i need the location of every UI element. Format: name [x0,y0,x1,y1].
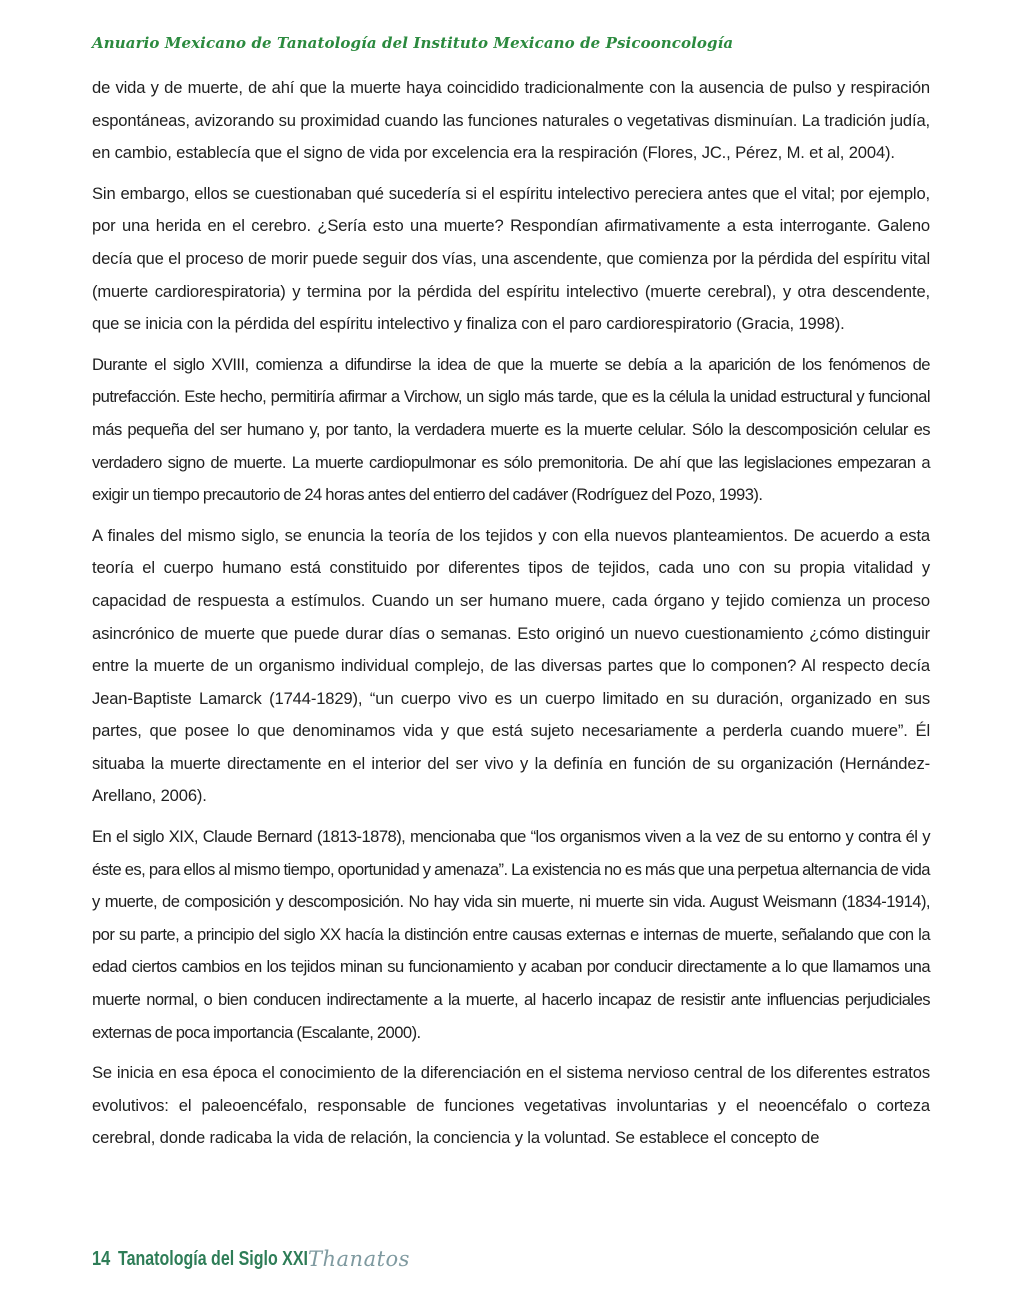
running-header: Anuario Mexicano de Tanatología del Instituto Mexicano de Psicooncología [92,34,734,52]
article-body [92,72,930,1163]
thanatos-logo: Thanatos [308,1247,410,1271]
paragraph-5: En el siglo XIX, Claude Bernard (1813-1878), mencionaba que “los organismos viven a la vez de su entorno y contra él y éste es, para ellos al mismo tiempo, oportunidad y amenaza”. La existencia no es más que una perpetua alternancia de vida y muerte, de composición y descomposición. No hay vida sin muerte, ni muerte sin vida. August Weismann (1834-1914), por su parte, a principio del siglo XX hacía la distinción entre causas externas e internas de muerte, señalando que con la edad ciertos cambios en los tejidos minan su funcionamiento y acaban por conducir directamente a lo que llamamos una muerte normal, o bien conducen indirectamente a la muerte, al hacerlo incapaz de resistir ante influencias perjudiciales externas de poca importancia (Escalante, 2000). [92,827,930,1042]
page-footer [92,1244,410,1274]
paragraph-2: Sin embargo, ellos se cuestionaban qué sucedería si el espíritu intelectivo pereciera antes que el vital; por ejemplo, por una herida en el cerebro. ¿Sería esto una muerte? Respondían afirmativamente a esta interrogante. Galeno decía que el proceso de morir puede seguir dos vías, una ascendente, que comienza por la pérdida del espíritu vital (muerte cardiorespiratoria) y termina por la pérdida del espíritu intelectivo (muerte cerebral), y otra descendente, que se inicia con la pérdida del espíritu intelectivo y finaliza con el paro cardiorespiratorio (Gracia, 1998). [92,183,930,334]
paragraph-4: A finales del mismo siglo, se enuncia la teoría de los tejidos y con ella nuevos planteamientos. De acuerdo a esta teoría el cuerpo humano está constituido por diferentes tipos de tejidos, cada uno con su propia vitalidad y capacidad de respuesta a estímulos. Cuando un ser humano muere, cada órgano y tejido comienza un proceso asincrónico de muerte que puede durar días o semanas. Esto originó un nuevo cuestionamiento ¿cómo distinguir entre la muerte de un organismo individual complejo, de las diversas partes que lo componen? Al respecto decía Jean-Baptiste Lamarck (1744-1829), “un cuerpo vivo es un cuerpo limitado en su duración, organizado en sus partes, que posee lo que denominamos vida y que está sujeto necesariamente a perderla cuando muere”. Él situaba la muerte directamente en el interior del ser vivo y la definía en función de su organización (Hernández-Arellano, 2006). [92,525,930,806]
paragraph-1: de vida y de muerte, de ahí que la muerte haya coincidido tradicionalmente con la ausencia de pulso y respiración espontáneas, avizorando su proximidad cuando las funciones naturales o vegetativas disminuían. La tradición judía, en cambio, establecía que el signo de vida por excelencia era la respiración (Flores, JC., Pérez, M. et al, 2004). [92,78,930,163]
paragraph-6: Se inicia en esa época el conocimiento de la diferenciación en el sistema nervioso central de los diferentes estratos evolutivos: el paleoencéfalo, responsable de funciones vegetativas involuntarias y el neoencéfalo o corteza cerebral, donde radicaba la vida de relación, la conciencia y la voluntad. Se establece el concepto de [92,1063,930,1148]
journal-name: Tanatología del Siglo XXI [118,1247,308,1270]
paragraph-3: Durante el siglo XVIII, comienza a difundirse la idea de que la muerte se debía a la aparición de los fenómenos de putrefacción. Este hecho, permitiría afirmar a Virchow, un siglo más tarde, que es la célula la unidad estructural y funcional más pequeña del ser humano y, por tanto, la verdadera muerte es la muerte celular. Sólo la descomposición celular es verdadero signo de muerte. La muerte cardiopulmonar es sólo premonitoria. De ahí que las legislaciones empezaran a exigir un tiempo precautorio de 24 horas antes del entierro del cadáver (Rodríguez del Pozo, 1993). [92,354,930,505]
page-number: 14 [92,1247,111,1270]
